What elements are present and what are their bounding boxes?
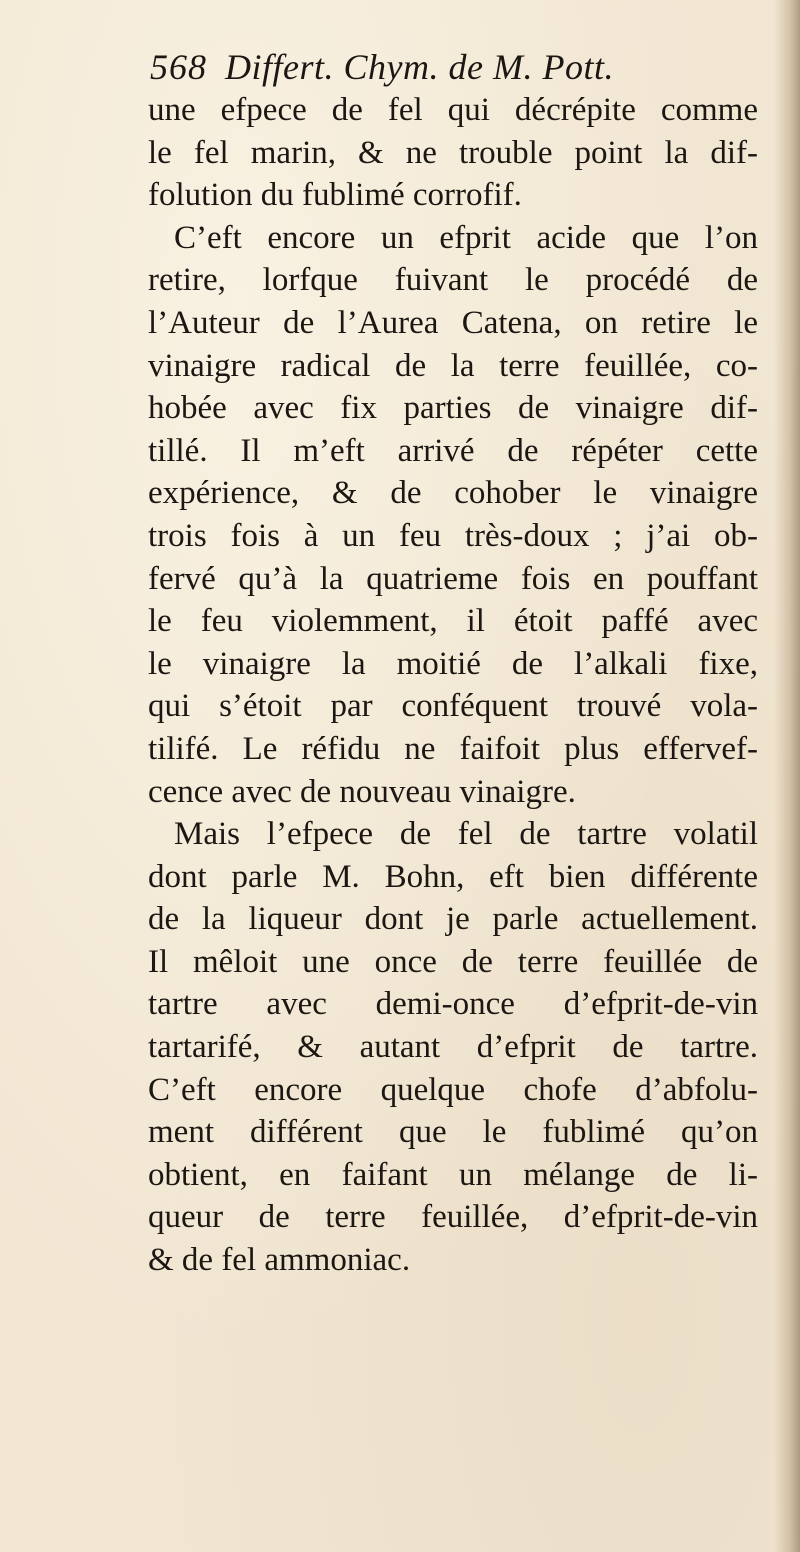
body-text bbox=[148, 89, 758, 1282]
text-line: dont parle M. Bohn, eft bien différente bbox=[148, 858, 758, 895]
page-header bbox=[150, 44, 614, 90]
text-line: le fel marin, & ne trouble point la dif- bbox=[148, 134, 758, 171]
text-line: une efpece de fel qui décrépite comme bbox=[148, 92, 758, 128]
page-number: 568 bbox=[150, 47, 207, 87]
text-line: cence avec de nouveau vinaigre. bbox=[148, 773, 576, 810]
text-line: fervé qu’à la quatrieme fois en pouffant bbox=[148, 560, 758, 597]
text-line: tartre avec demi-once d’efprit-de-vin bbox=[148, 986, 758, 1023]
text-line: Mais l’efpece de fel de tartre volatil bbox=[174, 816, 758, 853]
text-line: hobée avec fix parties de vinaigre dif- bbox=[148, 390, 758, 427]
text-line: vinaigre radical de la terre feuillée, co- bbox=[148, 347, 758, 384]
text-line: tilifé. Le réfidu ne faifoit plus effervef- bbox=[148, 730, 758, 767]
text-line: & de fel ammoniac. bbox=[148, 1242, 411, 1279]
text-line: le vinaigre la moitié de l’alkali fixe, bbox=[148, 645, 758, 682]
text-line: trois fois à un feu très-doux ; j’ai ob- bbox=[148, 517, 758, 554]
text-line: qui s’étoit par conféquent trouvé vola- bbox=[148, 688, 758, 725]
text-line: C’eft encore quelque chofe d’abfolu- bbox=[148, 1071, 758, 1108]
text-line: C’eft encore un efprit acide que l’on bbox=[174, 219, 758, 256]
text-line: queur de terre feuillée, d’efprit-de-vin bbox=[148, 1199, 758, 1236]
page-gutter-shadow bbox=[774, 0, 800, 1552]
text-line: tartarifé, & autant d’efprit de tartre. bbox=[148, 1029, 758, 1066]
text-line: le feu violemment, il étoit paffé avec bbox=[148, 603, 758, 640]
text-line: Il mêloit une once de terre feuillée de bbox=[148, 943, 758, 980]
text-line: ment différent que le fublimé qu’on bbox=[148, 1114, 758, 1151]
text-line: tillé. Il m’eft arrivé de répéter cette bbox=[148, 432, 758, 469]
text-line: de la liqueur dont je parle actuellement. bbox=[148, 901, 758, 938]
text-line: retire, lorfque fuivant le procédé de bbox=[148, 262, 758, 299]
text-line: l’Auteur de l’Aurea Catena, on retire le bbox=[148, 304, 758, 341]
text-line: folution du fublimé corrofif. bbox=[148, 177, 522, 214]
text-line: expérience, & de cohober le vinaigre bbox=[148, 475, 758, 512]
text-line: obtient, en faifant un mélange de li- bbox=[148, 1156, 758, 1193]
running-head: Differt. Chym. de M. Pott. bbox=[225, 47, 614, 87]
